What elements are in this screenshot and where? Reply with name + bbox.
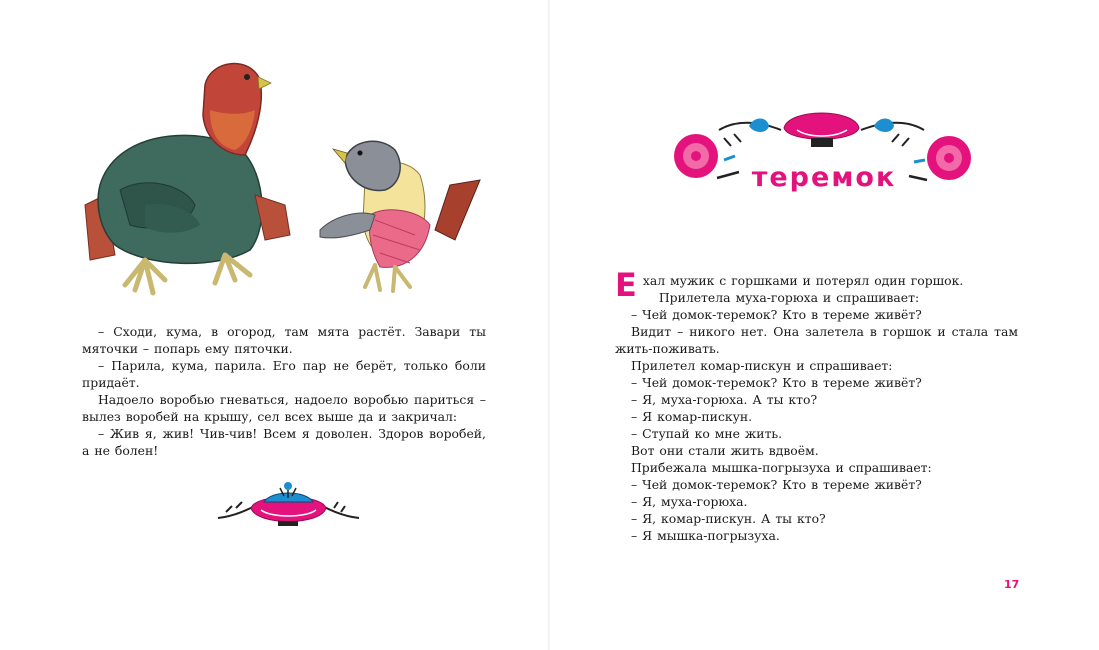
right-page <box>549 0 1099 650</box>
paragraph: – Я мышка-погрызуха. <box>631 528 780 543</box>
paragraph: – Я комар-пискун. <box>631 409 753 424</box>
paragraph: Прилетела муха-горюха и спрашивает: <box>658 290 920 305</box>
sparrow-figure <box>320 141 480 291</box>
first-line-text: хал мужик с горшками и потерял один горшок. <box>642 273 964 288</box>
paragraph: Видит – никого нет. Она залетела в горшок и стала там жить-поживать. <box>615 324 1018 356</box>
paragraph: Вот они стали жить вдвоём. <box>631 443 819 458</box>
hen-and-sparrow-illustration <box>75 55 495 305</box>
left-page <box>0 0 549 650</box>
story-title: теремок <box>751 162 897 193</box>
right-story-text <box>615 266 1018 544</box>
paragraph: Прибежала мышка-погрызуха и спрашивает: <box>631 460 932 475</box>
paragraph: – Чей домок-теремок? Кто в тереме живёт? <box>631 307 922 322</box>
left-story-text <box>82 323 486 459</box>
paragraph: Прилетел комар-пискун и спрашивает: <box>631 358 893 373</box>
paragraph: – Жив я, жив! Чив-чив! Всем я доволен. Здоров воробей, а не болен! <box>82 426 486 458</box>
page-number: 17 <box>1004 578 1020 591</box>
paragraph: – Я, муха-горюха. <box>631 494 748 509</box>
drop-cap: Е <box>615 266 637 304</box>
paragraph: – Я, муха-горюха. А ты кто? <box>631 392 818 407</box>
paragraph: – Парила, кума, парила. Его пар не берёт, только боли придаёт. <box>82 358 486 390</box>
paragraph: – Сходи, кума, в огород, там мята растёт. Завари ты мяточки – попарь ему пяточки. <box>82 324 486 356</box>
paragraph: – Чей домок-теремок? Кто в тереме живёт? <box>631 477 922 492</box>
hen-figure <box>85 64 290 293</box>
paragraph: – Чей домок-теремок? Кто в тереме живёт? <box>631 375 922 390</box>
floral-ornament <box>216 478 361 533</box>
paragraph: – Я, комар-пискун. А ты кто? <box>631 511 826 526</box>
paragraph: – Ступай ко мне жить. <box>631 426 783 441</box>
paragraph: Надоело воробью гневаться, надоело воробью париться – вылез воробей на крышу, сел всех выше да и закричал: <box>82 392 486 424</box>
